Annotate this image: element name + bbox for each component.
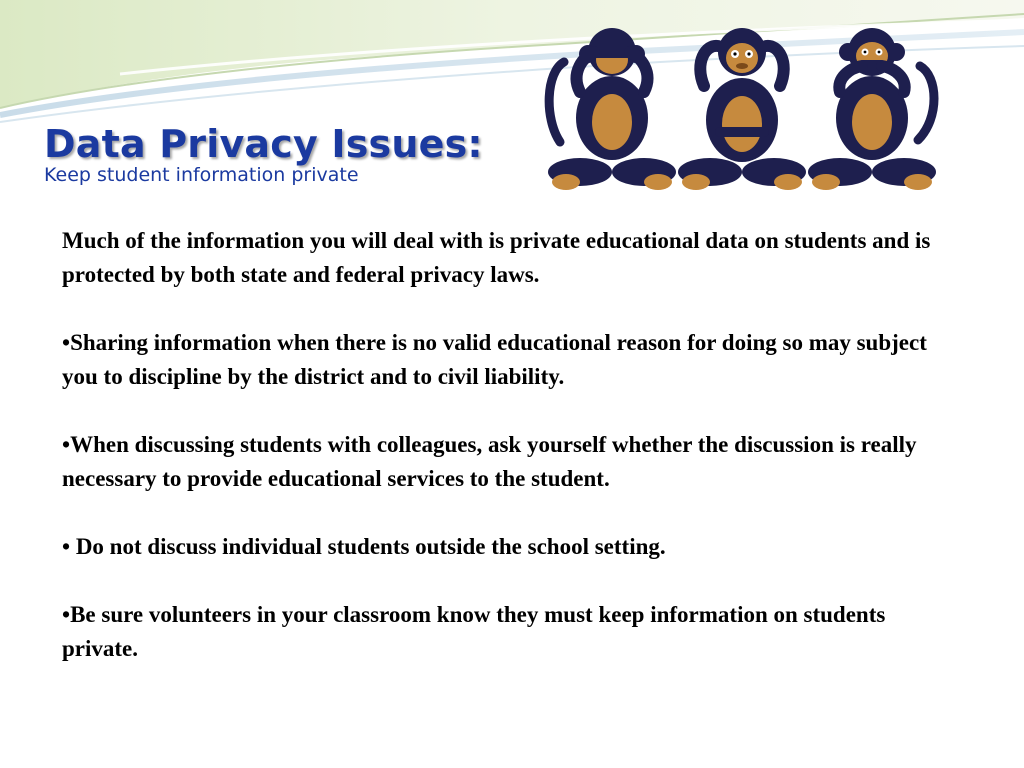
bullet-marker: • — [62, 534, 76, 559]
slide-subtitle: Keep student information private — [44, 164, 359, 186]
slide-body — [62, 224, 962, 700]
monkey-speak-no-evil-icon — [808, 28, 936, 190]
title-block — [44, 122, 483, 187]
bullet-marker: • — [62, 330, 71, 355]
bullet-text: Be sure volunteers in your classroom know they must keep information on students private. — [62, 602, 886, 661]
monkey-hear-no-evil-icon — [678, 28, 806, 190]
bullet-marker: • — [62, 432, 71, 457]
three-wise-monkeys-icon — [540, 22, 950, 202]
bullet-item — [62, 530, 962, 564]
slide-title: Data Privacy Issues: — [44, 122, 483, 166]
bullet-text: When discussing students with colleagues, ask yourself whether the discussion is really necessary to provide educational services to the student. — [62, 432, 917, 491]
bullet-text: Sharing information when there is no valid educational reason for doing so may subject you to discipline by the district and to civil liability. — [62, 330, 927, 389]
bullet-marker: • — [62, 602, 71, 627]
bullet-text: Do not discuss individual students outside the school setting. — [75, 534, 666, 559]
monkey-see-no-evil-icon — [548, 28, 676, 190]
intro-paragraph: Much of the information you will deal with is private educational data on students and is protected by both state and federal privacy laws. — [62, 228, 931, 287]
bullet-item — [62, 326, 962, 394]
bullet-item — [62, 598, 962, 666]
bullet-item — [62, 428, 962, 496]
